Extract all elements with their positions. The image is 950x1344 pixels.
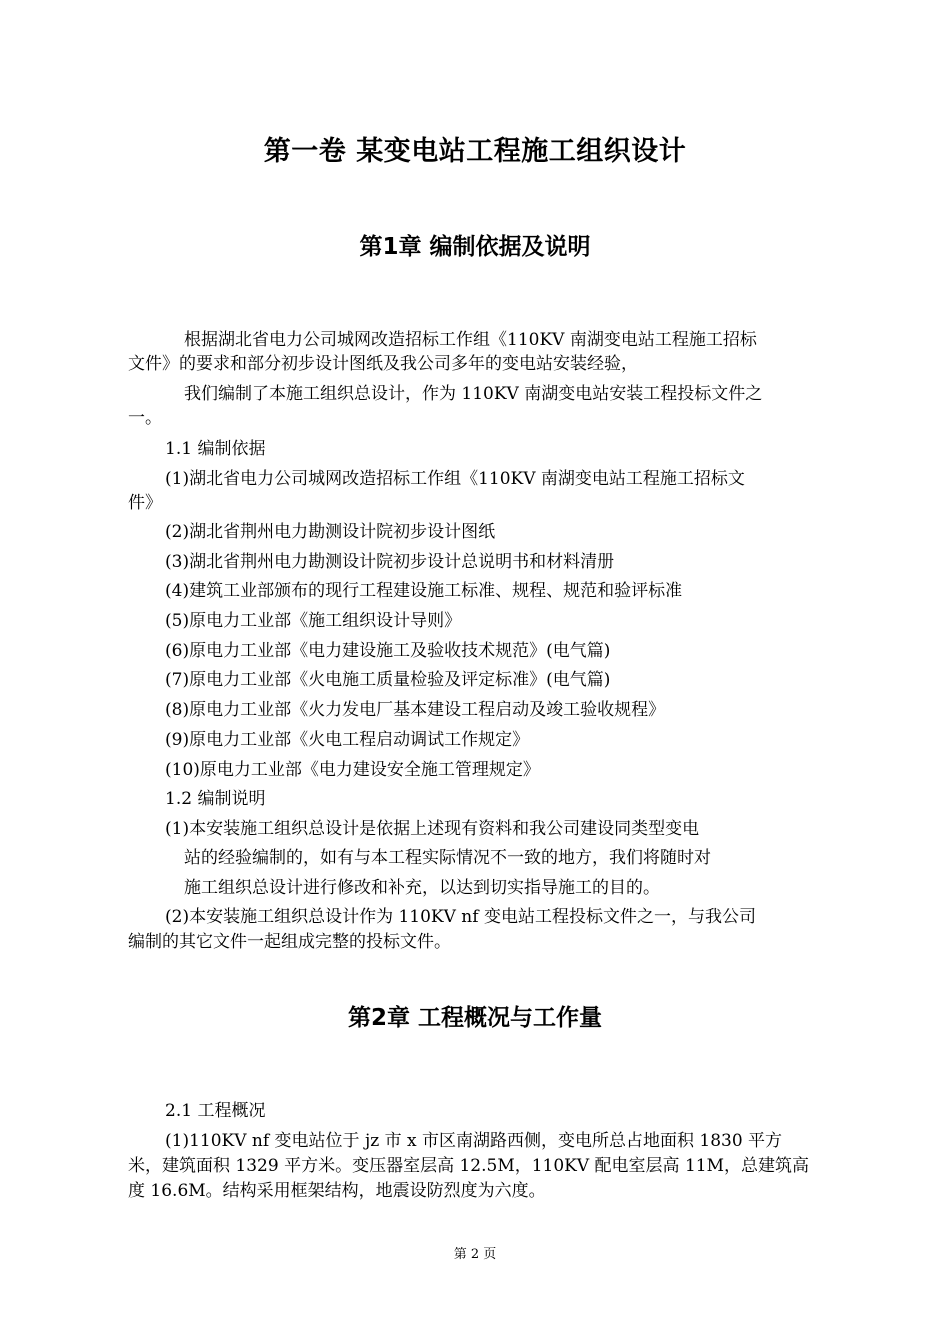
intro-paragraph-2-line-1: 我们编制了本施工组织总设计，作为 110KV 南湖变电站安装工程投标文件之 xyxy=(184,384,763,404)
intro-paragraph-1-line-2: 文件》的要求和部分初步设计图纸及我公司多年的变电站安装经验， xyxy=(128,354,638,374)
basis-item-10: (10)原电力工业部《电力建设安全施工管理规定》 xyxy=(165,760,540,780)
basis-item-6: (6)原电力工业部《电力建设施工及验收技术规范》(电气篇) xyxy=(165,641,611,661)
basis-item-7: (7)原电力工业部《火电施工质量检验及评定标准》(电气篇) xyxy=(165,670,611,690)
overview-line-2: 米，建筑面积 1329 平方米。变压器室层高 12.5M，110KV 配电室层高 11M，总建筑高 xyxy=(128,1156,810,1176)
basis-item-8: (8)原电力工业部《火力发电厂基本建设工程启动及竣工验收规程》 xyxy=(165,700,666,720)
intro-paragraph-1-line-1: 根据湖北省电力公司城网改造招标工作组《110KV 南湖变电站工程施工招标 xyxy=(184,330,757,350)
basis-item-1: (1)湖北省电力公司城网改造招标工作组《110KV 南湖变电站工程施工招标文 xyxy=(165,469,745,489)
section-1-2-heading: 1.2 编制说明 xyxy=(165,789,266,809)
basis-item-9: (9)原电力工业部《火电工程启动调试工作规定》 xyxy=(165,730,530,750)
basis-item-4: (4)建筑工业部颁布的现行工程建设施工标准、规程、规范和验评标准 xyxy=(165,581,683,601)
basis-item-3: (3)湖北省荆州电力勘测设计院初步设计总说明书和材料清册 xyxy=(165,552,615,572)
basis-item-5: (5)原电力工业部《施工组织设计导则》 xyxy=(165,611,462,631)
note-1-line-3: 施工组织总设计进行修改和补充，以达到切实指导施工的目的。 xyxy=(184,878,660,898)
note-1-line-1: (1)本安装施工组织总设计是依据上述现有资料和我公司建设同类型变电 xyxy=(165,819,700,839)
overview-line-3: 度 16.6M。结构采用框架结构，地震设防烈度为六度。 xyxy=(128,1181,546,1201)
chapter-1-title: 第1章 编制依据及说明 xyxy=(359,234,591,260)
volume-title: 第一卷 某变电站工程施工组织设计 xyxy=(263,136,687,167)
note-2-line-2: 编制的其它文件一起组成完整的投标文件。 xyxy=(128,932,451,952)
page-number: 第 2 页 xyxy=(453,1247,497,1262)
basis-item-1-continued: 件》 xyxy=(128,493,162,513)
intro-paragraph-2-line-2: 一。 xyxy=(128,408,162,428)
section-1-1-heading: 1.1 编制依据 xyxy=(165,439,266,459)
basis-item-2: (2)湖北省荆州电力勘测设计院初步设计图纸 xyxy=(165,522,496,542)
note-2-line-1: (2)本安装施工组织总设计作为 110KV nf 变电站工程投标文件之一，与我公司 xyxy=(165,907,756,927)
chapter-2-title: 第2章 工程概况与工作量 xyxy=(347,1005,602,1031)
note-1-line-2: 站的经验编制的，如有与本工程实际情况不一致的地方，我们将随时对 xyxy=(184,848,711,868)
section-2-1-heading: 2.1 工程概况 xyxy=(165,1101,266,1121)
overview-line-1: (1)110KV nf 变电站位于 jz 市 x 市区南湖路西侧，变电所总占地面积 1830 平方 xyxy=(165,1131,783,1151)
